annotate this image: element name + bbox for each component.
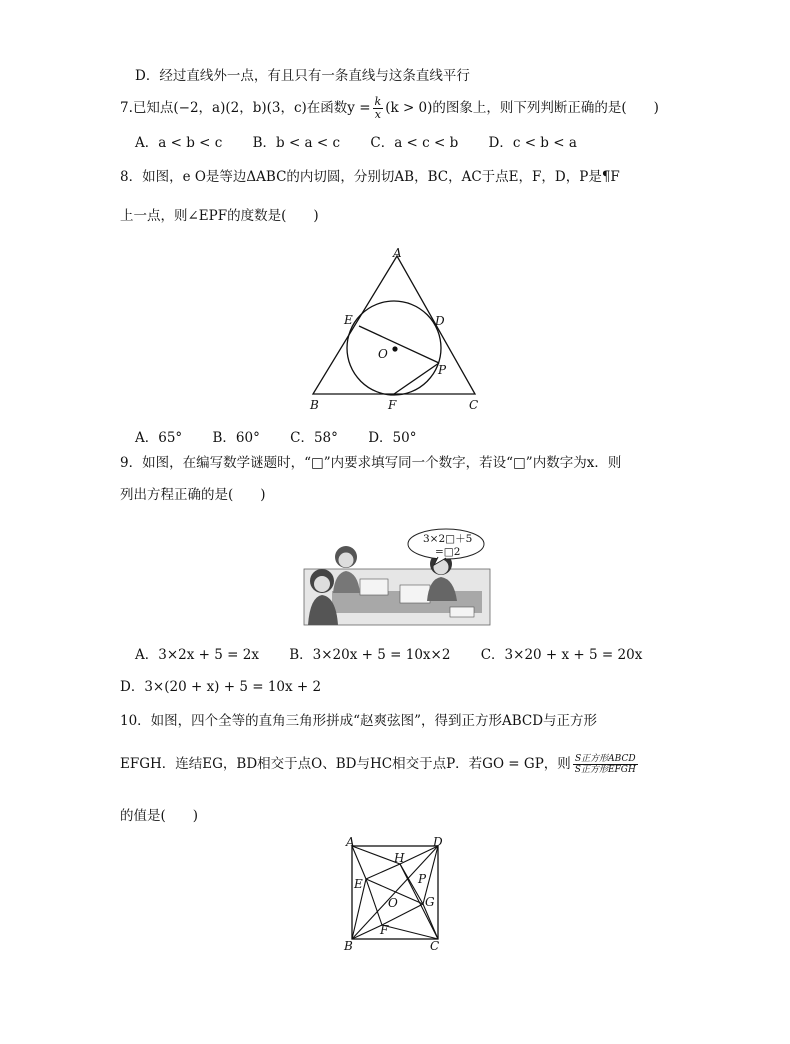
question-7 <box>120 96 659 121</box>
boy-left-face <box>314 576 330 592</box>
line-fc <box>382 925 438 939</box>
label-p: P <box>438 363 447 377</box>
label-a: A <box>393 246 402 260</box>
q7-frac-num: k <box>374 95 382 108</box>
q9-options <box>135 643 668 663</box>
label-f: F <box>380 923 389 937</box>
q10-frac-den: S正方形EFGH <box>574 765 636 775</box>
label-e: E <box>354 877 363 891</box>
q7-text-pre: 7.已知点(−2，a)(2，b)(3，c)在函数y = <box>120 100 371 116</box>
q7-option-c: C．a < c < b <box>370 135 459 151</box>
label-g: G <box>425 895 435 909</box>
triangle-abc <box>313 256 475 394</box>
q7-option-b: B．b < a < c <box>252 135 341 151</box>
label-o: O <box>378 347 388 361</box>
center-o-dot <box>392 346 397 351</box>
bubble-line1: 3×2□＋5 <box>423 533 473 545</box>
paper-right <box>450 607 474 617</box>
label-d: D <box>435 314 445 328</box>
label-e: E <box>344 313 353 327</box>
label-f: F <box>388 398 397 412</box>
q7-text-post: (k > 0)的图象上，则下列判断正确的是( ) <box>385 100 659 116</box>
line-ha <box>352 846 400 864</box>
label-b: B <box>344 939 353 953</box>
paper-left <box>360 579 388 595</box>
label-b: B <box>310 398 319 412</box>
question-8-line1: 8．如图，e O是等边ΔABC的内切圆，分别切AB，BC，AC于点E，F，D，P是¶F <box>120 169 620 185</box>
q7-frac-den: x <box>374 108 381 121</box>
figure-8-incircle <box>300 242 500 414</box>
q8-option-b: B．60° <box>212 430 260 446</box>
label-c: C <box>469 398 479 412</box>
q6-option-d: D．经过直线外一点，有且只有一条直线与这条直线平行 <box>135 68 470 84</box>
question-8-line2: 上一点，则∠EPF的度数是( ) <box>120 208 319 224</box>
q7-option-a: A．a < b < c <box>135 135 223 151</box>
label-p: P <box>418 872 427 886</box>
q9-option-c: C．3×20 + x + 5 = 20x <box>480 647 643 663</box>
question-9-line1: 9．如图，在编写数学谜题时，“□”内要求填写同一个数字，若设“□”内数字为x．则 <box>120 455 622 471</box>
q7-fraction <box>373 96 384 121</box>
q8-option-a: A．65° <box>135 430 183 446</box>
q8-option-d: D．50° <box>368 430 417 446</box>
label-h: H <box>394 851 405 865</box>
boy-back-face <box>339 553 354 568</box>
square-efgh <box>366 864 423 925</box>
question-10-line1: 10．如图，四个全等的直角三角形拼成“赵爽弦图”，得到正方形ABCD与正方形 <box>120 713 598 729</box>
question-9-line2: 列出方程正确的是( ) <box>120 487 266 503</box>
q8-option-c: C．58° <box>290 430 338 446</box>
q8-options <box>135 426 442 446</box>
bubble-line2: =□2 <box>435 546 461 558</box>
label-o: O <box>388 896 398 910</box>
q7-options <box>135 131 603 151</box>
figure-10-zhao-shuang-diagram <box>340 834 450 954</box>
q7-option-d: D．c < b < a <box>488 135 577 151</box>
question-10-line3: 的值是( ) <box>120 808 199 824</box>
segment-ep <box>359 326 439 363</box>
q9-option-a: A．3×2x + 5 = 2x <box>135 647 259 663</box>
label-a: A <box>346 835 355 849</box>
line-bf <box>352 925 382 939</box>
label-d: D <box>433 835 443 849</box>
q10-fraction <box>573 754 638 775</box>
q10-frac-num: S正方形ABCD <box>573 754 638 765</box>
label-c: C <box>430 939 440 953</box>
figure-9-illustration <box>300 527 495 627</box>
q9-option-b: B．3×20x + 5 = 10x×2 <box>289 647 451 663</box>
question-10-line2 <box>120 752 640 775</box>
q9-option-d: D．3×(20 + x) + 5 = 10x + 2 <box>120 679 322 695</box>
q10-text-pre: EFGH．连结EG，BD相交于点O、BD与HC相交于点P．若GO = GP，则 <box>120 756 571 772</box>
paper-middle <box>400 585 430 603</box>
